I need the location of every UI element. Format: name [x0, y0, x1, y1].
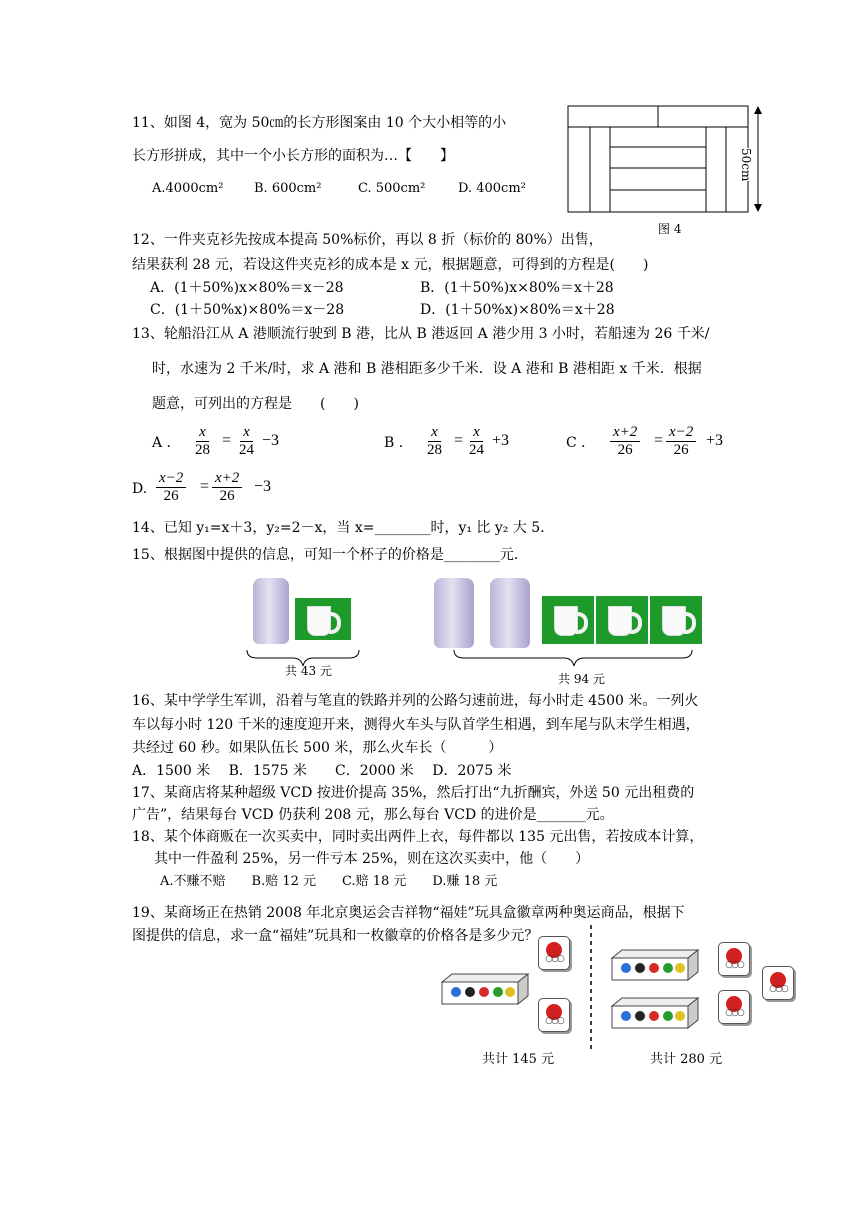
q13-b-frac2: [466, 424, 487, 458]
q15-left-total: 共 43 元: [285, 664, 332, 678]
olympic-badge: [538, 998, 570, 1032]
q16-line2: 车以每小时 120 千米的速度迎开来，测得火车头与队首学生相遇，到车尾与队末学生相遇，: [132, 717, 700, 733]
q18-options: A.不赚不赔 B.赔 12 元 C.赔 18 元 D.赚 18 元: [160, 874, 498, 889]
q13-c-num1: x+2: [610, 424, 640, 442]
q13-d-den2: 26: [219, 487, 235, 504]
q19-divider: [589, 925, 593, 1053]
q13-label-d: D.: [132, 481, 148, 497]
olympic-badge: [538, 936, 570, 970]
q13-d-num2: x+2: [212, 470, 242, 488]
q13-b-frac1: [424, 424, 445, 458]
q11-option-b: B. 600cm²: [254, 181, 322, 196]
q13-a-tail: −3: [262, 432, 280, 449]
badge-rings-icon: ○○○: [769, 984, 787, 994]
fuwa-toy-box: [610, 996, 700, 1030]
q15-left-picture: [243, 574, 351, 646]
q11-line1: 11、如图 4，宽为 50㎝的长方形图案由 10 个大小相等的小: [132, 115, 507, 131]
olympic-badge: [762, 966, 794, 1000]
figure-4-rectangle-diagram: [562, 100, 792, 230]
fuwa-toy-box: [440, 972, 530, 1006]
q13-line1: 13、轮船沿江从 A 港顺流行驶到 B 港，比从 B 港返回 A 港少用 3 小时，若船速为 26 千米/: [132, 326, 710, 342]
q15-right-picture: [428, 574, 704, 650]
q13-b-num1: x: [428, 424, 441, 442]
q13-d-den1: 26: [163, 487, 179, 504]
q13-a-frac2: [236, 424, 257, 458]
badge-rings-icon: ○○○: [725, 960, 743, 970]
q13-c-den1: 26: [617, 441, 633, 458]
q11-line2: 长方形拼成，其中一个小长方形的面积为…【 】: [132, 148, 454, 164]
q13-b-den2: 24: [469, 441, 484, 458]
q13-c-den2: 26: [673, 441, 689, 458]
q13-label-b: B ．: [384, 435, 413, 451]
q13-c-num2: x−2: [666, 424, 696, 442]
q13-a-den1: 28: [195, 441, 210, 458]
q12-option-a: A．(1＋50%)x×80%＝x－28: [150, 280, 344, 296]
q13-a-num1: x: [196, 424, 209, 442]
q19-line2: 图提供的信息，求一盒“福娃”玩具和一枚徽章的价格各是多少元？: [132, 928, 539, 944]
q18-line2: 其中一件盈利 25%，另一件亏本 25%，则在这次买卖中，他（ ）: [154, 851, 590, 867]
q13-a-frac1: [192, 424, 213, 458]
q12-option-d: D．(1＋50%x)×80%＝x＋28: [420, 302, 615, 318]
thermos-flask-image: [434, 578, 474, 648]
q11-option-c: C. 500cm²: [358, 181, 426, 196]
q11-option-d: D. 400cm²: [458, 181, 526, 196]
cup-image: [295, 598, 351, 640]
q13-a-eq: =: [222, 432, 232, 449]
fuwa-toy-box: [610, 948, 700, 982]
q13-a-den2: 24: [239, 441, 254, 458]
q13-b-eq: =: [454, 432, 464, 449]
badge-rings-icon: ○○○: [725, 1008, 743, 1018]
thermos-flask-image: [490, 578, 530, 648]
q13-b-tail: +3: [492, 432, 510, 449]
q16-line1: 16、某中学学生军训，沿着与笔直的铁路并列的公路匀速前进，每小时走 4500 米。一列火: [132, 693, 699, 709]
olympic-badge: [718, 942, 750, 976]
q13-d-frac1: [156, 470, 186, 504]
q18-line1: 18、某个体商贩在一次买卖中，同时卖出两件上衣，每件都以 135 元出售，若按成本计算，: [132, 829, 704, 845]
q13-b-den1: 28: [427, 441, 442, 458]
q13-c-frac1: [610, 424, 640, 458]
q16-options: A．1500 米 B．1575 米 C．2000 米 D．2075 米: [132, 763, 512, 779]
q13-line3: 题意，可列出的方程是 ( ): [152, 396, 359, 412]
q17-line1: 17、某商店将某种超级 VCD 按进价提高 35%，然后打出“九折酬宾，外送 50 元出租费的: [132, 785, 695, 801]
badge-rings-icon: ○○○: [545, 954, 563, 964]
q13-d-num1: x−2: [156, 470, 186, 488]
q13-label-a: A ．: [152, 435, 181, 451]
q13-a-num2: x: [240, 424, 253, 442]
q13-c-tail: +3: [706, 432, 724, 449]
q16-line3: 共经过 60 秒。如果队伍长 500 米，那么火车长（ ）: [132, 740, 503, 756]
q13-label-c: C ．: [566, 435, 596, 451]
q13-c-eq: =: [654, 432, 664, 449]
q13-line2: 时，水速为 2 千米/时，求 A 港和 B 港相距多少千米．设 A 港和 B 港相距 x 千米．根据: [152, 361, 702, 377]
thermos-flask-image: [253, 578, 289, 644]
q13-d-eq: =: [200, 478, 210, 495]
q13-c-frac2: [666, 424, 696, 458]
q15-right-brace: [450, 648, 700, 670]
olympic-badge: [718, 990, 750, 1024]
q11-option-a: A.4000cm²: [152, 181, 224, 196]
q13-d-frac2: [212, 470, 242, 504]
q12-option-b: B．(1＋50%)x×80%＝x＋28: [420, 280, 614, 296]
figure-4-caption: 图 4: [658, 222, 682, 236]
q17-line2: 广告”，结果每台 VCD 仍获利 208 元，那么每台 VCD 的进价是_______元。: [132, 807, 614, 823]
q12-line2: 结果获利 28 元，若设这件夹克衫的成本是 x 元，根据题意，可得到的方程是( ): [132, 257, 649, 273]
badge-rings-icon: ○○○: [545, 1016, 563, 1026]
q19-right-total: 共计 280 元: [650, 1052, 723, 1067]
q19-left-total: 共计 145 元: [482, 1052, 555, 1067]
cup-image: [650, 596, 702, 644]
q15-right-total: 共 94 元: [558, 672, 605, 686]
cup-image: [542, 596, 594, 644]
q12-line1: 12、一件夹克衫先按成本提高 50%标价，再以 8 折（标价的 80%）出售，: [132, 232, 603, 248]
q15-text: 15、根据图中提供的信息，可知一个杯子的价格是________元．: [132, 547, 528, 563]
cup-image: [596, 596, 648, 644]
q12-option-c: C．(1＋50%x)×80%＝x－28: [150, 302, 345, 318]
figure-4-dimension-label: 50cm: [739, 148, 753, 182]
q19-line1: 19、某商场正在热销 2008 年北京奥运会吉祥物“福娃”玩具盒徽章两种奥运商品，根据下: [132, 905, 685, 921]
q13-d-tail: −3: [254, 478, 272, 495]
q14-text: 14、已知 y₁=x＋3，y₂=2－x，当 x=________时，y₁ 比 y₂ 大 5．: [132, 520, 555, 536]
q13-b-num2: x: [470, 424, 483, 442]
